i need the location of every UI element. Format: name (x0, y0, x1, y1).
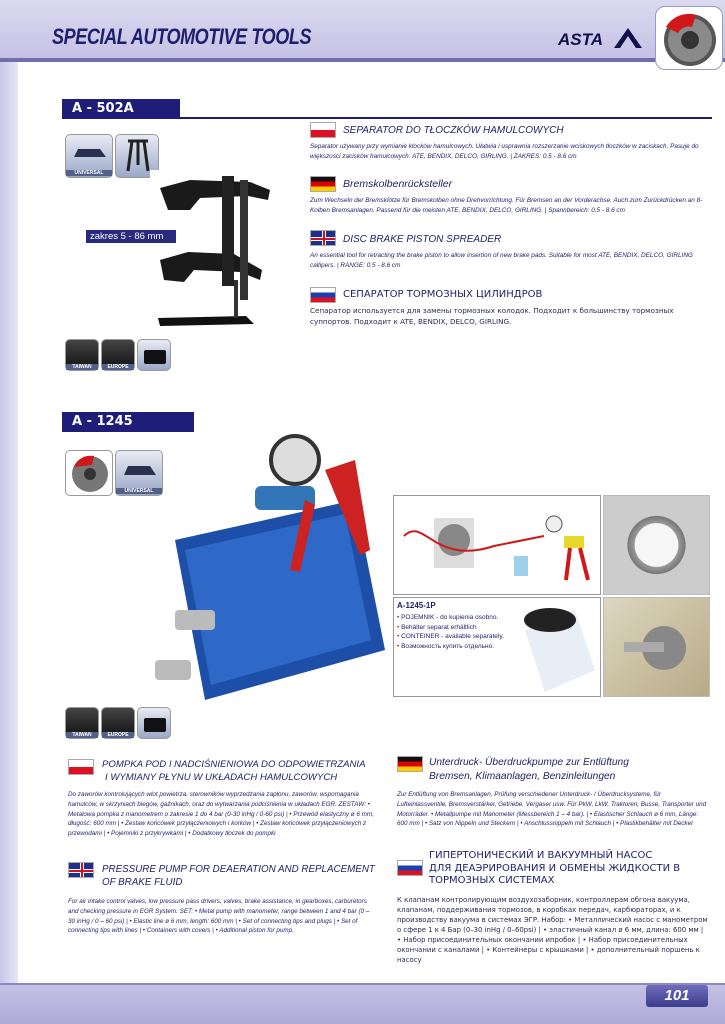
container-photo (505, 600, 599, 695)
brake-disc-icon (656, 7, 722, 69)
mac-europe-badge-2 (101, 707, 135, 739)
europe-label-2: EUROPE (102, 732, 134, 738)
text-en-1245: For air intake control valves, low pressure pass drivers, valves, brake assistance, in gearboxes, carburetors and checking pressure in EGR System. SET: • Metal pump with manometer, range between 1 and 4 bar (0 – 30 inHg / 0 – 60 psi) | • Elastic line ø 6 mm, length: 600 mm | • Set of connecting tips and plugs | • Set of connecting tips with lines | • Containers with covers | • Additional piston for pump. (68, 898, 370, 935)
universal-label: UNIVERSAL (66, 170, 112, 176)
taiwan-label: TAIWAN (66, 364, 98, 370)
case-badge (137, 339, 171, 371)
mac-europe-badge (101, 339, 135, 371)
text-de-1245: Zur Entlüftung von Bremsanlagen, Prüfung verschiedener Unterdruck- / Überdrucksysteme, für Lufteinlassventile, Bremsverstärker, Getriebe, Vergaser usw. Für PkW, LkW, Traktoren, Busse, Transporter und Motorräder. • Metallpumpe mit Manometer (Messbereich 1 – 4 bar). | • Elastischer Schlauch ø 6 mm, Länge: 600 mm | • Satz von Nippeln und Steckern | • Anschlussnippeln mit Schlauch | • Plastikbehälter mit Deckel (397, 791, 707, 828)
case-icon (138, 340, 172, 372)
flag-pl-2 (68, 759, 94, 775)
text-ru-1245: К клапанам контролирующим воздухозаборник, контроллерам обгона вакуума, клапанам, поддерживания тормозов, в коробках передач, карбюраторах, и к производству вакуума в системах ЭГР. Набор: • Металлический насос с манометром о сфере 1 к 4 Бар (0–30 inHg / 0–60psi) | • эластичный канал ø 6 мм, длина: 600 мм | • Набор присоединительных окончании ипробок | • Набор присоединительных окончании с каналами | • Контейнеры с крышками | • дополнительный поршень к насосу (397, 896, 708, 964)
brake-disc-thumbnail (655, 6, 723, 70)
footer-band (0, 983, 725, 1024)
heading-en-1245: PRESSURE PUMP FOR DEAERATION AND REPLACEMENT OF BRAKE FLUID (102, 864, 375, 888)
heading-ru-1245: ГИПЕРТОНИЧЕСКИЙ И ВАКУУМНЫЙ НАСОС ДЛЯ ДЕАЭРИРОВАНИЯ И ОБМЕНЫ ЖИДКОСТИ В ТОРМОЗНЫХ СИСТЕМАХ (429, 850, 681, 886)
heading-en-502a: DISC BRAKE PISTON SPREADER (343, 234, 502, 245)
brake-bleeding-diagram (394, 496, 600, 594)
car-icon (66, 135, 114, 165)
accessory-code: A-1245-1P (397, 601, 436, 610)
europe-label: EUROPE (102, 364, 134, 370)
product-code-a1245: A - 1245 (62, 412, 194, 432)
section-rule (62, 117, 712, 119)
flag-uk (310, 230, 336, 246)
heading-pl-502a: SEPARATOR DO TŁOCZKÓW HAMULCOWYCH (343, 125, 564, 136)
header-rule (0, 58, 725, 62)
footer-rule (0, 983, 725, 985)
usage-diagram (393, 495, 601, 595)
universal-label-2: UNIVERSAL (116, 488, 162, 494)
accessory-line-1: • POJEMNIK - do kupienia osobno. (397, 614, 499, 621)
piston-spreader-photo (150, 170, 290, 335)
heading-pl-1245: POMPKA POD I NADCIŚNIENIOWA DO ODPOWIETRZANIA I WYMIANY PŁYNU W UKŁADACH HAMULCOWYCH (102, 759, 366, 783)
accessory-line-3: • CONTEINER - available separately. (397, 633, 504, 640)
text-pl-502a: Separator używany przy wymianie klocków hamulcowych. Ułatwia i usprawnia rozszerzanie wciskowych tłoczków w zaciskach. Pasuje do większości zacisków hamulcowych: ATE, BENDIX, DELCO, GIRLING. | ZAKRES: 0.5 - 8.6 cm (310, 143, 699, 160)
universal-badge (65, 134, 113, 178)
heading-de-1245: Unterdruck- Überdruckpumpe zur Entlüftung Bremsen, Klimaanlagen, Benzinleitungen (429, 757, 629, 782)
page-title: SPECIAL AUTOMOTIVE TOOLS (52, 24, 312, 49)
text-en-502a: An essential tool for retracting the brake piston to allow insertion of new brake pads. Suitable for most ATE, BENDIX, DELCO, GIRLING callipers. | RANGE: 0.5 - 8.6 cm (310, 252, 693, 269)
case-badge-2 (137, 707, 171, 739)
text-ru-502a: Сепаратор используется для замены тормозных колодок. Подходит к большинству тормозных суппортов. Подходит к ATE, BENDIX, DELCO, GIRLING. (310, 306, 674, 326)
flag-pl (310, 122, 336, 138)
accessory-list (397, 613, 507, 651)
mac-taiwan-badge-2 (65, 707, 99, 739)
nozzle-icon (604, 598, 709, 696)
case-icon-2 (138, 708, 172, 740)
taiwan-label-2: TAIWAN (66, 732, 98, 738)
flag-uk-2 (68, 862, 94, 878)
nozzle-photo (603, 597, 710, 697)
mac-taiwan-badge (65, 339, 99, 371)
left-sidebar-band (0, 62, 18, 1024)
page-number: 101 (646, 985, 708, 1007)
flag-de (310, 176, 336, 192)
heading-de-502a: Bremskolbenrücksteller (343, 178, 453, 190)
asta-logo (556, 26, 648, 50)
accessory-line-2: • Behälter separat erhältlich (397, 623, 477, 631)
brake-disc-small-icon (66, 451, 114, 497)
manometer-photo (603, 495, 710, 595)
logo-text: ASTA (558, 30, 604, 49)
vacuum-pump-kit-photo (115, 430, 390, 710)
product-code-a502a: A - 502A (62, 99, 180, 119)
range-badge: zakres 5 - 86 mm (86, 230, 176, 243)
accessory-line-4: • Возможность купить отдельно. (397, 642, 495, 650)
text-de-502a: Zum Wechseln der Bremsklötze für Bremskolben ohne Drehvorrichtung. Für Bremsen an der Vorderachse. Auch zum Zurückdrücken an 8-Kolben Bremsanlagen. Passend für die meisten ATE, BENDIX, DELCO, GIRLING. | Spannbereich: 0.5 - 8.6 cm (310, 197, 703, 214)
brake-badge (65, 450, 113, 496)
text-pl-1245: Do zaworów kontrolujących wlot powietrza, sterowników wyprzedzania zapłonu, zaworów, wspomagania hamulców, w skrzyniach biegów, gaźnikach, oraz do wytwarzania podciśnienia w układach EGR. ZESTAW: • Metalowa pompka z manometrem o zakresie 1 do 4 bar (0-30 inHg / 0-60 psi) | • Przewód elastyczny ø 6 mm, długość: 600 mm | • Zestaw końcówek przyłączeniowych i korków | • Zestaw końcówek przyłączeniowych z przewodami | • Pojemniki z przykrywkami | • Dodatkowy tłoczek do pompki (68, 791, 374, 838)
flag-de-2 (397, 756, 423, 772)
flag-ru-2 (397, 860, 423, 876)
heading-ru-502a: СЕПАРАТОР ТОРМОЗНЫХ ЦИЛИНДРОВ (343, 289, 543, 300)
flag-ru (310, 287, 336, 303)
